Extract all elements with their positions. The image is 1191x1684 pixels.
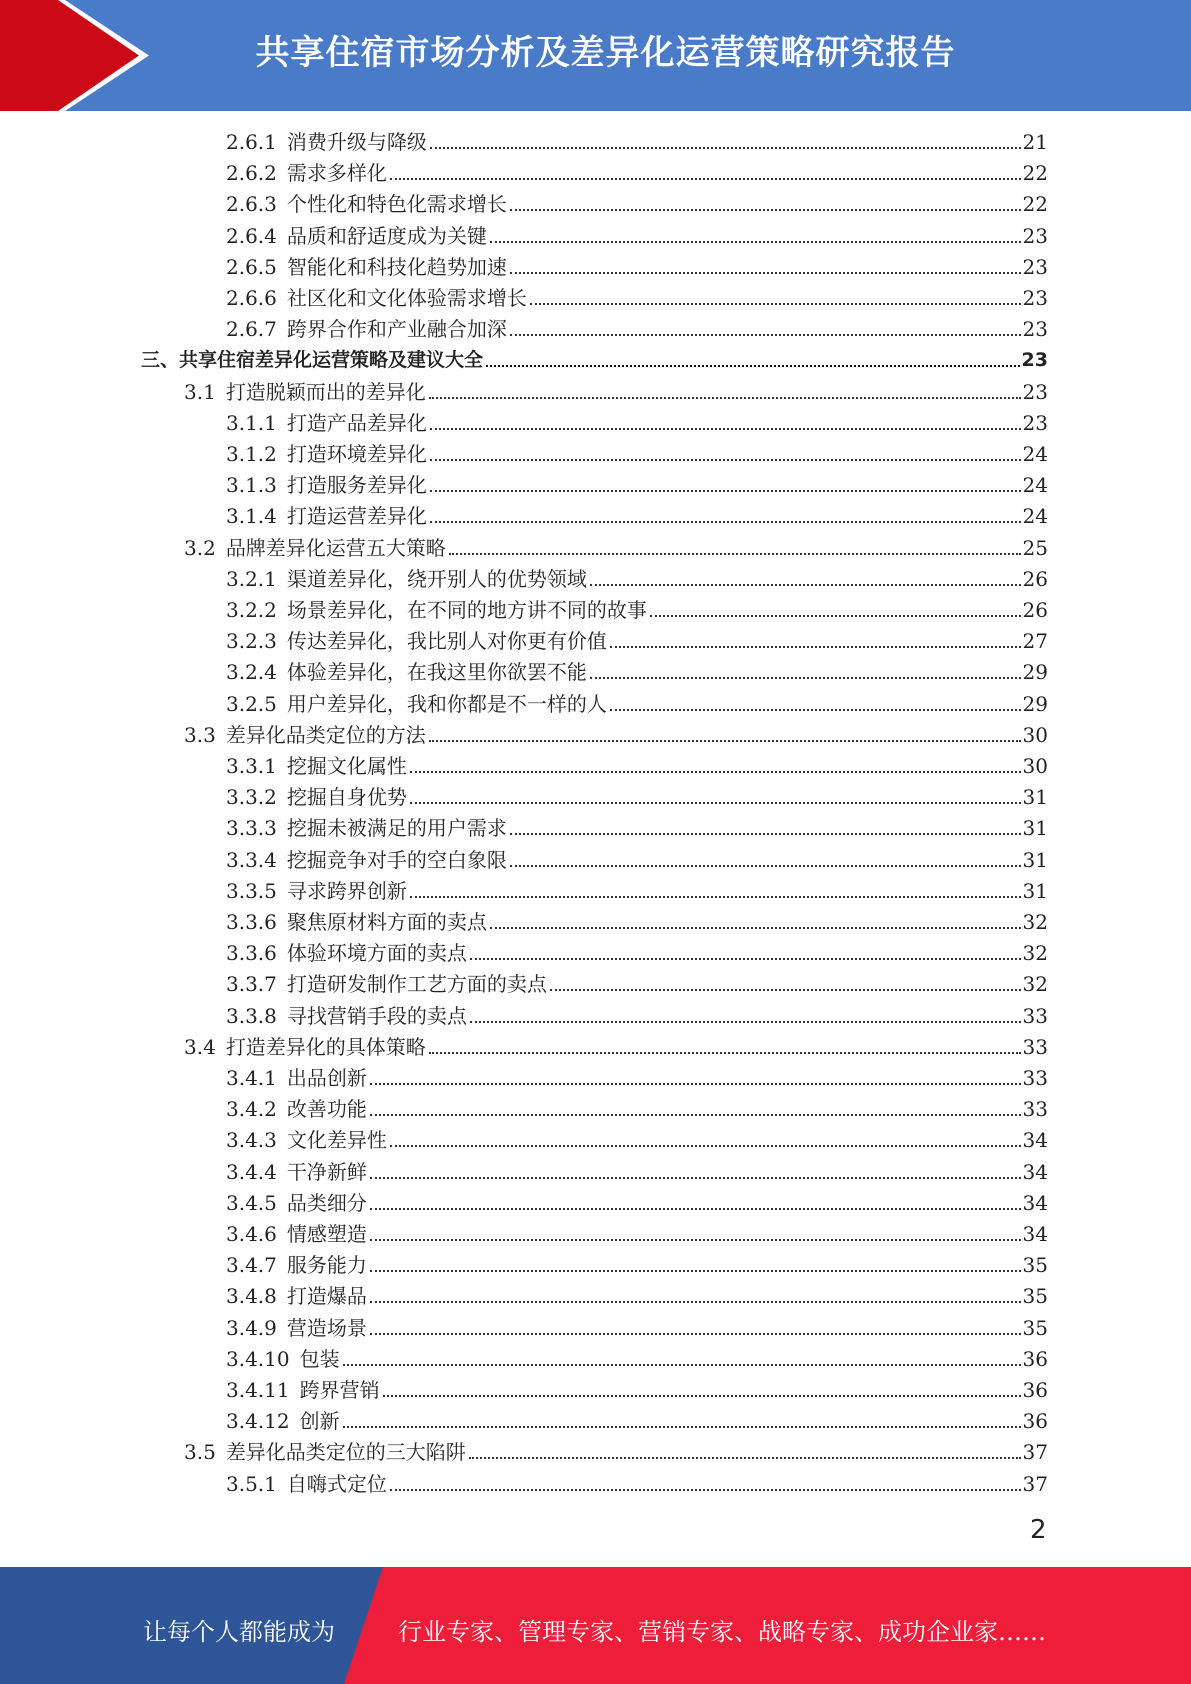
toc-dot-leader [510,209,1021,211]
toc-dot-leader [410,802,1021,804]
toc-entry-page: 37 [1022,1440,1048,1465]
toc-dot-leader [449,553,1021,555]
toc-entry[interactable] [226,907,1048,938]
toc-entry-page: 31 [1022,878,1048,903]
toc-entry-number: 2.6.4 [226,223,277,248]
toc-entry-title: 改善功能 [286,1097,367,1122]
toc-dot-leader [343,1364,1021,1366]
toc-entry-title: 品牌差异化运营五大策略 [225,535,446,560]
toc-entry-title: 场景差异化，在不同的地方讲不同的故事 [286,598,647,622]
toc-entry-number: 2.6.5 [226,254,277,279]
toc-entry-title: 寻找营销手段的卖点 [286,1003,467,1028]
toc-entry[interactable] [226,158,1048,189]
toc-entry-page: 27 [1022,629,1048,654]
toc-entry-title: 挖掘文化属性 [286,754,407,778]
toc-entry[interactable] [226,1063,1048,1094]
toc-entry-page: 26 [1022,598,1048,622]
toc-entry-page: 24 [1022,504,1048,529]
toc-entry-title: 服务能力 [286,1253,367,1278]
toc-dot-leader [370,1177,1021,1179]
toc-entry-title: 创新 [299,1409,340,1434]
toc-entry-title: 打造产品差异化 [286,410,427,435]
toc-dot-leader [430,521,1021,523]
toc-entry-title: 挖掘竞争对手的空白象限 [286,847,507,872]
toc-entry-page: 34 [1022,1190,1048,1215]
toc-entry-title: 情感塑造 [286,1222,367,1246]
toc-entry-number: 3.3.1 [226,754,277,778]
toc-entry-page: 30 [1022,754,1048,778]
toc-entry-title: 寻求跨界创新 [286,878,407,903]
toc-entry[interactable] [226,252,1048,283]
toc-entry-page: 36 [1022,1346,1048,1371]
toc-entry-title: 文化差异性 [286,1128,387,1153]
toc-entry-number: 2.6.3 [226,192,277,217]
toc-entry-number: 3.4.3 [226,1128,277,1153]
toc-entry[interactable] [141,345,1048,376]
toc-entry-page: 29 [1022,660,1048,685]
toc-entry-title: 包装 [299,1346,340,1371]
toc-dot-leader [370,1270,1021,1272]
toc-dot-leader [610,709,1021,711]
toc-entry-title: 聚焦原材料方面的卖点 [286,910,487,934]
toc-dot-leader [590,677,1021,679]
toc-entry-number: 3.1.1 [226,410,277,435]
toc-dot-leader [430,147,1021,149]
toc-entry[interactable] [226,470,1048,501]
toc-entry[interactable] [226,127,1048,158]
toc-entry-title: 跨界合作和产业融合加深 [286,317,507,342]
toc-entry-title: 打造环境差异化 [286,442,427,466]
toc-entry-page: 23 [1022,254,1048,279]
toc-dot-leader [530,303,1021,305]
toc-entry-number: 2.6.1 [226,130,277,154]
toc-dot-leader [650,615,1021,617]
toc-entry-title: 打造差异化的具体策略 [225,1034,426,1059]
toc-entry-page: 32 [1022,910,1048,934]
toc-entry[interactable] [226,1125,1048,1156]
toc-dot-leader [429,397,1021,399]
toc-entry[interactable] [226,501,1048,532]
toc-entry-page: 32 [1022,972,1048,997]
toc-dot-leader [510,865,1021,867]
page-header [0,0,1191,111]
toc-entry[interactable] [226,314,1048,345]
toc-entry[interactable] [184,377,1048,408]
toc-dot-leader [370,1114,1021,1116]
toc-entry-page: 30 [1022,722,1048,747]
toc-entry-page: 23 [1022,223,1048,248]
toc-dot-leader [429,740,1021,742]
toc-entry-number: 3.5 [184,1440,216,1465]
toc-entry-number: 3.2.2 [226,598,277,622]
toc-entry-page: 31 [1022,847,1048,872]
toc-entry-number: 3.1.4 [226,504,277,529]
toc-entry-title: 用户差异化，我和你都是不一样的人 [286,691,607,716]
toc-entry-number: 3.4.6 [226,1222,277,1246]
toc-dot-leader [370,1208,1021,1210]
toc-entry-page: 23 [1022,410,1048,435]
toc-entry-number: 3.1 [184,379,216,404]
toc-entry-title: 打造服务差异化 [286,473,427,498]
toc-entry-number: 3.4.1 [226,1066,277,1090]
toc-entry-title: 品质和舒适度成为关键 [286,223,487,248]
toc-dot-leader [430,490,1021,492]
toc-entry-number: 3.4.9 [226,1315,277,1340]
toc-entry-title: 自嗨式定位 [286,1471,387,1496]
toc-entry-page: 25 [1022,535,1048,560]
toc-entry-number: 3.3.6 [226,910,277,934]
toc-entry[interactable] [184,1437,1048,1468]
toc-entry-page: 34 [1022,1159,1048,1184]
toc-dot-leader [486,365,1020,367]
toc-dot-leader [470,1021,1021,1023]
toc-entry-number: 3.4.2 [226,1097,277,1122]
toc-entry-title: 个性化和特色化需求增长 [286,192,507,217]
toc-dot-leader [390,1489,1021,1491]
toc-entry-number: 3.4.10 [226,1346,290,1371]
toc-entry-title: 传达差异化，我比别人对你更有价值 [286,629,607,654]
toc-entry-title: 打造爆品 [286,1284,367,1309]
toc-entry-page: 26 [1022,566,1048,591]
toc-entry[interactable] [226,408,1048,439]
toc-entry-title: 品类细分 [286,1190,367,1215]
toc-dot-leader [390,1145,1021,1147]
toc-entry-number: 3.1.3 [226,473,277,498]
toc-dot-leader [390,178,1021,180]
toc-entry-page: 37 [1022,1471,1048,1496]
toc-entry[interactable] [226,189,1048,220]
toc-entry[interactable] [226,938,1048,969]
toc-entry-page: 23 [1022,286,1048,310]
toc-entry-number: 3.3.7 [226,972,277,997]
toc-entry-page: 23 [1022,317,1048,342]
toc-entry-page: 33 [1022,1066,1048,1090]
toc-entry-number: 3.3.6 [226,941,277,966]
toc-entry-number: 3.3.3 [226,816,277,841]
toc-entry[interactable] [226,283,1048,314]
toc-entry-page: 24 [1022,442,1048,466]
toc-entry-page: 29 [1022,691,1048,716]
toc-entry-title: 渠道差异化，绕开别人的优势领域 [286,566,587,591]
toc-dot-leader [430,459,1021,461]
toc-entry-number: 3.4 [184,1034,216,1059]
toc-entry-number: 3.5.1 [226,1471,277,1496]
toc-entry-title: 体验环境方面的卖点 [286,941,467,966]
toc-entry[interactable] [226,1001,1048,1032]
toc-entry[interactable] [226,1469,1048,1500]
toc-entry-number: 3.2 [184,535,216,560]
toc-entry[interactable] [226,1281,1048,1312]
toc-entry-title: 体验差异化，在我这里你欲罢不能 [286,660,587,685]
toc-entry[interactable] [226,1250,1048,1281]
toc-entry-page: 24 [1022,473,1048,498]
footer-slogan-left: 让每个人都能成为 [143,1618,335,1646]
toc-dot-leader [550,989,1021,991]
toc-entry-page: 32 [1022,941,1048,966]
toc-entry-page: 31 [1022,785,1048,810]
toc-entry[interactable] [226,1406,1048,1437]
toc-entry-page: 34 [1022,1222,1048,1246]
toc-dot-leader [343,1426,1021,1428]
toc-entry-title: 营造场景 [286,1315,367,1340]
toc-entry[interactable] [226,221,1048,252]
toc-entry-title: 打造脱颖而出的差异化 [225,379,426,404]
toc-entry-number: 3.4.7 [226,1253,277,1278]
toc-entry-number: 3.4.4 [226,1159,277,1184]
toc-entry-page: 33 [1022,1003,1048,1028]
toc-dot-leader [370,1333,1021,1335]
toc-entry[interactable] [226,1094,1048,1125]
toc-entry[interactable] [226,751,1048,782]
toc-dot-leader [410,771,1021,773]
toc-entry-number: 2.6.6 [226,286,277,310]
toc-entry-title: 消费升级与降级 [286,130,427,154]
toc-dot-leader [370,1239,1021,1241]
toc-dot-leader [610,646,1021,648]
toc-dot-leader [470,958,1021,960]
toc-dot-leader [510,272,1021,274]
footer-slogan-right: 行业专家、管理专家、营销专家、战略专家、成功企业家…… [398,1618,1046,1646]
toc-entry-title: 需求多样化 [286,161,387,186]
toc-entry[interactable] [226,657,1048,688]
report-title: 共享住宿市场分析及差异化运营策略研究报告 [255,33,956,73]
toc-entry-title: 智能化和科技化趋势加速 [286,254,507,279]
toc-entry[interactable] [226,782,1048,813]
toc-entry[interactable] [226,1313,1048,1344]
toc-entry-title: 三、共享住宿差异化运营策略及建议大全 [141,349,484,372]
toc-entry-number: 3.2.5 [226,691,277,716]
toc-entry[interactable] [226,1344,1048,1375]
toc-entry[interactable] [184,1032,1048,1063]
toc-dot-leader [469,1457,1021,1459]
toc-dot-leader [490,241,1021,243]
toc-entry-page: 31 [1022,816,1048,841]
toc-entry-number: 3.3.2 [226,785,277,810]
toc-entry[interactable] [226,1375,1048,1406]
toc-entry-number: 3.3.8 [226,1003,277,1028]
toc-entry-number: 3.1.2 [226,442,277,466]
toc-entry[interactable] [226,595,1048,626]
toc-entry-number: 3.4.11 [226,1378,290,1402]
toc-entry-page: 35 [1022,1284,1048,1309]
toc-entry[interactable] [226,813,1048,844]
toc-entry[interactable] [226,1157,1048,1188]
toc-entry-number: 3.3.4 [226,847,277,872]
toc-entry[interactable] [226,564,1048,595]
toc-entry[interactable] [184,720,1048,751]
toc-dot-leader [429,1052,1021,1054]
toc-entry-number: 2.6.7 [226,317,277,342]
toc-entry-page: 22 [1022,161,1048,186]
toc-dot-leader [370,1301,1021,1303]
toc-entry-page: 33 [1022,1034,1048,1059]
toc-entry[interactable] [226,1188,1048,1219]
toc-entry-page: 34 [1022,1128,1048,1153]
toc-entry-number: 3.3.5 [226,878,277,903]
toc-entry-title: 差异化品类定位的三大陷阱 [225,1440,466,1465]
toc-entry-number: 3.2.4 [226,660,277,685]
toc-entry-page: 35 [1022,1315,1048,1340]
toc-entry-number: 3.4.12 [226,1409,290,1434]
toc-entry[interactable] [226,626,1048,657]
page-number: 2 [1030,1515,1047,1545]
toc-entry-title: 打造运营差异化 [286,504,427,529]
toc-entry-title: 干净新鲜 [286,1159,367,1184]
toc-entry-title: 社区化和文化体验需求增长 [286,286,527,310]
toc-entry[interactable] [226,439,1048,470]
toc-entry-number: 3.2.1 [226,566,277,591]
toc-entry-title: 打造研发制作工艺方面的卖点 [286,972,547,997]
toc-entry-title: 挖掘自身优势 [286,785,407,810]
toc-entry-page: 33 [1022,1097,1048,1122]
toc-entry-page: 36 [1022,1378,1048,1402]
toc-dot-leader [410,896,1021,898]
toc-entry-page: 21 [1022,130,1048,154]
toc-dot-leader [510,334,1021,336]
toc-entry-page: 36 [1022,1409,1048,1434]
toc-entry[interactable] [226,876,1048,907]
toc-dot-leader [430,428,1021,430]
toc-dot-leader [383,1395,1021,1397]
toc-entry-page: 23 [1022,379,1048,404]
toc-entry-page: 22 [1022,192,1048,217]
toc-entry[interactable] [226,969,1048,1000]
toc-entry-title: 跨界营销 [299,1378,380,1402]
toc-entry-page: 23 [1021,349,1048,372]
toc-entry-page: 35 [1022,1253,1048,1278]
toc-dot-leader [370,1083,1021,1085]
toc-entry[interactable] [184,533,1048,564]
toc-dot-leader [490,927,1021,929]
toc-entry[interactable] [226,845,1048,876]
toc-entry-number: 2.6.2 [226,161,277,186]
toc-entry-number: 3.4.8 [226,1284,277,1309]
toc-entry-number: 3.3 [184,722,216,747]
toc-entry[interactable] [226,689,1048,720]
toc-entry-title: 出品创新 [286,1066,367,1090]
toc-entry-number: 3.4.5 [226,1190,277,1215]
toc-entry-title: 差异化品类定位的方法 [225,722,426,747]
toc-dot-leader [590,584,1021,586]
toc-entry[interactable] [226,1219,1048,1250]
toc-entry-number: 3.2.3 [226,629,277,654]
toc-entry-title: 挖掘未被满足的用户需求 [286,816,507,841]
toc-dot-leader [510,833,1021,835]
